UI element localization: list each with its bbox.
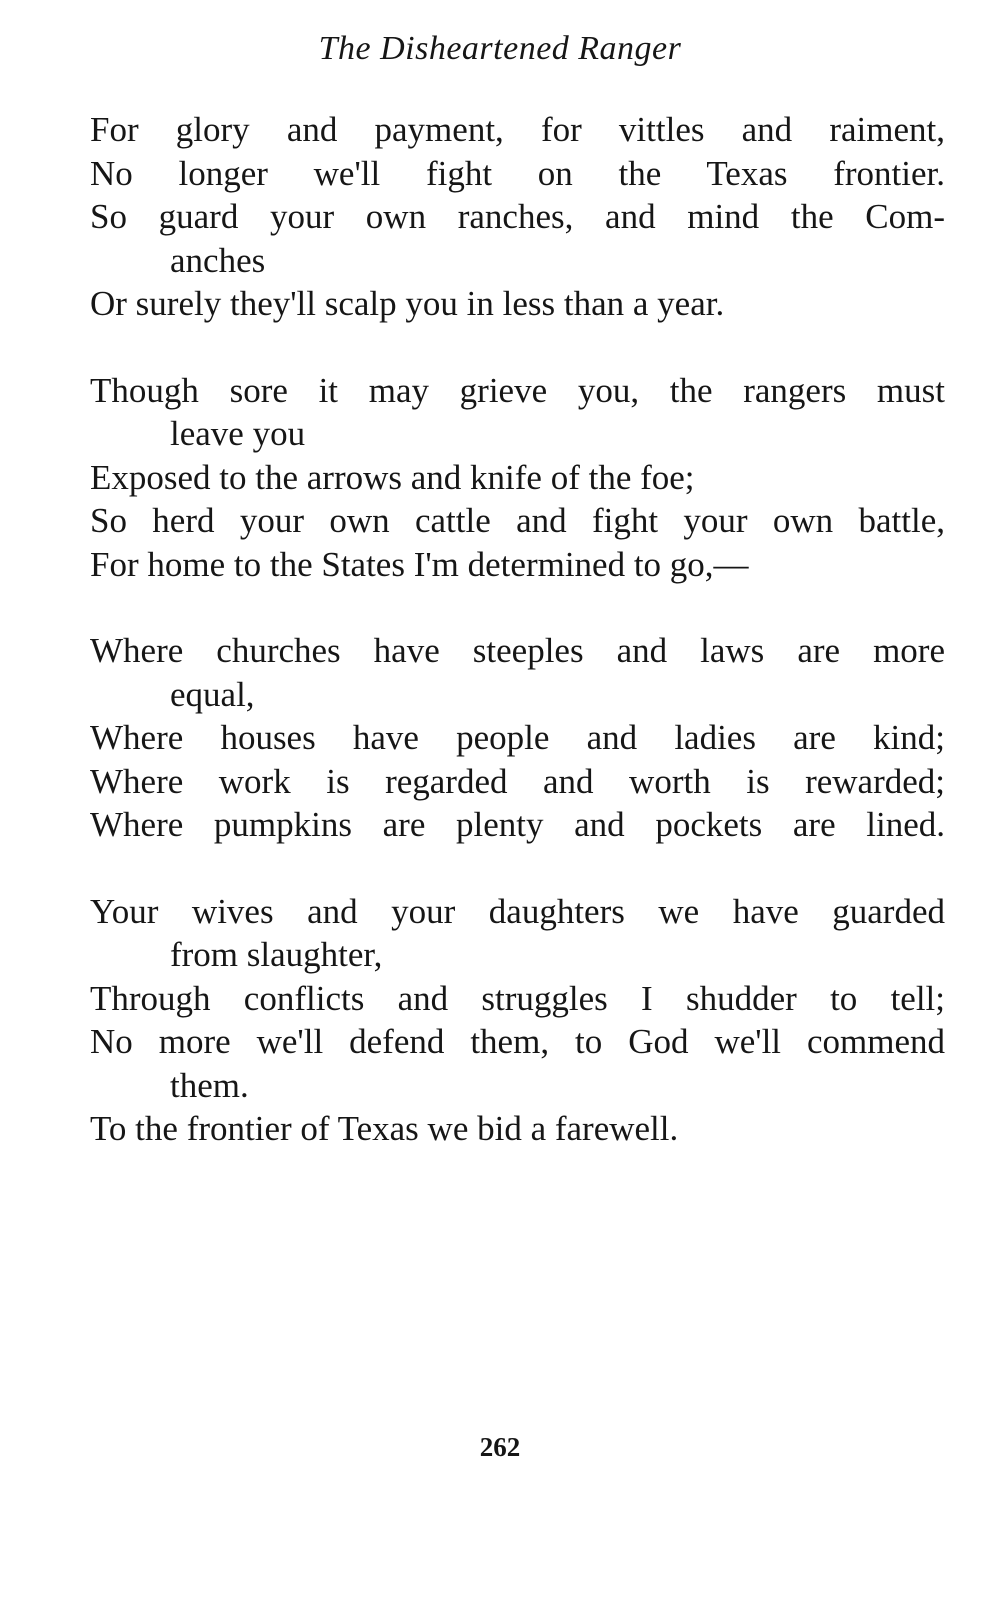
stanza-2 — [90, 369, 945, 587]
verse-line: Where work is regarded and worth is rewarded; — [90, 761, 945, 801]
verse-line: Your wives and your daughters we have guarded — [90, 891, 945, 931]
verse-line: For glory and payment, for vittles and raiment, — [90, 110, 945, 149]
verse-line: No longer we'll fight on the Texas frontier. — [90, 153, 945, 193]
verse-line: For home to the States I'm determined to go,— — [90, 544, 749, 584]
verse-line: Where houses have people and ladies are kind; — [90, 718, 945, 757]
verse-line: To the frontier of Texas we bid a farewell. — [90, 1109, 679, 1148]
stanza-1 — [90, 108, 945, 326]
verse-line: So herd your own cattle and fight your own battle, — [90, 501, 945, 540]
stanza-4 — [90, 890, 945, 1151]
verse-line: Where pumpkins are plenty and pockets are lined. — [90, 805, 945, 844]
stanza-3 — [90, 629, 945, 847]
verse-line: So guard your own ranches, and mind the Com- — [90, 197, 945, 236]
verse-line: Exposed to the arrows and knife of the foe; — [90, 457, 695, 497]
verse-line-continuation: leave you — [170, 414, 306, 453]
verse-line: Though sore it may grieve you, the rangers must — [90, 370, 945, 410]
verse-line: Through conflicts and struggles I shudder to tell; — [90, 978, 945, 1018]
verse-line-continuation: anches — [170, 240, 266, 280]
page-number: 262 — [479, 1432, 521, 1462]
poem-body — [90, 108, 945, 1194]
verse-line-continuation: them. — [170, 1065, 249, 1105]
verse-line: Or surely they'll scalp you in less than a year. — [90, 284, 725, 323]
verse-line: No more we'll defend them, to God we'll commend — [90, 1022, 945, 1061]
verse-line-continuation: equal, — [170, 674, 255, 714]
verse-line: Where churches have steeples and laws are more — [90, 631, 945, 670]
running-title: The Disheartened Ranger — [318, 30, 682, 67]
verse-line-continuation: from slaughter, — [170, 935, 383, 974]
